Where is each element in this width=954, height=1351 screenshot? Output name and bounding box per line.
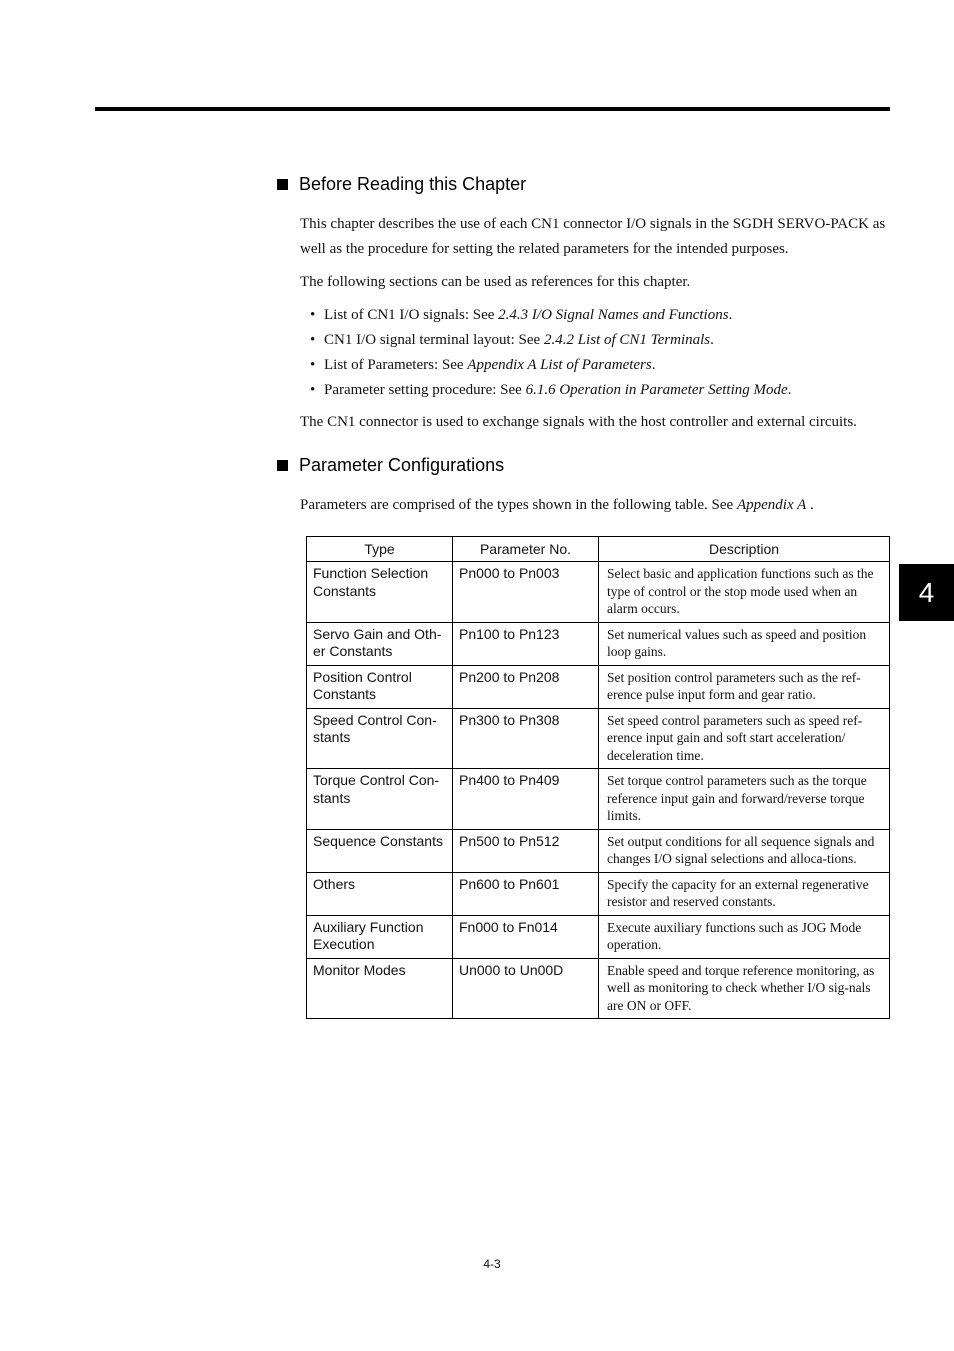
description-cell: Set numerical values such as speed and position loop gains. (599, 622, 890, 665)
page-number: 4-3 (483, 1257, 501, 1271)
table-row (307, 769, 890, 830)
cross-reference: Appendix A List of Parameters (467, 357, 652, 373)
references-paragraph: The following sections can be used as references for this chapter. (300, 274, 691, 290)
parameter-no-cell: Fn000 to Fn014 (453, 915, 599, 958)
type-cell: Others (307, 872, 453, 915)
heading-text: Before Reading this Chapter (299, 174, 527, 194)
parameter-no-cell: Un000 to Un00D (453, 958, 599, 1019)
chapter-tab: 4 (899, 564, 954, 621)
table-row (307, 562, 890, 623)
parameter-no-cell: Pn500 to Pn512 (453, 829, 599, 872)
heading-text: Parameter Configurations (299, 455, 505, 475)
parameter-no-cell: Pn000 to Pn003 (453, 562, 599, 623)
description-cell: Set speed control parameters such as speed ref-erence input gain and soft start acceleration/ deceleration time. (599, 708, 890, 769)
table-header-row (307, 537, 890, 562)
type-cell: Position Control Constants (307, 665, 453, 708)
description-cell: Set position control parameters such as the ref-erence pulse input form and gear ratio. (599, 665, 890, 708)
parameter-no-cell: Pn300 to Pn308 (453, 708, 599, 769)
parameter-no-cell: Pn100 to Pn123 (453, 622, 599, 665)
description-cell: Set output conditions for all sequence signals and changes I/O signal selections and alloca-tions. (599, 829, 890, 872)
top-rule (95, 107, 890, 111)
column-header-type: Type (307, 537, 453, 562)
type-cell: Monitor Modes (307, 958, 453, 1019)
type-cell: Sequence Constants (307, 829, 453, 872)
cross-reference: 2.4.3 I/O Signal Names and Functions (498, 307, 729, 323)
parameters-paragraph: Parameters are comprised of the types shown in the following table. See Appendix A . (300, 497, 814, 513)
description-cell: Enable speed and torque reference monitoring, as well as monitoring to check whether I/O sig-nals are ON or OFF. (599, 958, 890, 1019)
list-item: • List of CN1 I/O signals: See 2.4.3 I/O Signal Names and Functions. (310, 307, 733, 323)
section-heading-parameter-configurations (277, 455, 504, 476)
type-cell: Auxiliary Function Execution (307, 915, 453, 958)
table-row (307, 915, 890, 958)
column-header-parameter-no: Parameter No. (453, 537, 599, 562)
cross-reference: Appendix A (736, 497, 807, 513)
description-cell: Set torque control parameters such as the torque reference input gain and forward/reverse torque limits. (599, 769, 890, 830)
type-cell: Function Selection Constants (307, 562, 453, 623)
cross-reference: 6.1.6 Operation in Parameter Setting Mode (525, 382, 788, 398)
table-row (307, 622, 890, 665)
square-bullet-icon (277, 460, 288, 471)
parameter-types-table (306, 536, 890, 1019)
parameter-no-cell: Pn200 to Pn208 (453, 665, 599, 708)
parameter-no-cell: Pn600 to Pn601 (453, 872, 599, 915)
table-row (307, 665, 890, 708)
description-cell: Execute auxiliary functions such as JOG Mode operation. (599, 915, 890, 958)
intro-paragraph: This chapter describes the use of each CN1 connector I/O signals in the SGDH SERVO-PACK as well as the procedure for setting the related parameters for the intended purposes. (300, 216, 886, 257)
type-cell: Speed Control Con-stants (307, 708, 453, 769)
table-row (307, 872, 890, 915)
table-row (307, 708, 890, 769)
cross-reference: 2.4.2 List of CN1 Terminals (543, 332, 711, 348)
reference-list (310, 303, 791, 403)
description-cell: Select basic and application functions such as the type of control or the stop mode used when an alarm occurs. (599, 562, 890, 623)
section-heading-before-reading (277, 174, 526, 195)
square-bullet-icon (277, 179, 288, 190)
table-row (307, 829, 890, 872)
list-item: • CN1 I/O signal terminal layout: See 2.4.2 List of CN1 Terminals. (310, 332, 714, 348)
type-cell: Servo Gain and Oth-er Constants (307, 622, 453, 665)
description-cell: Specify the capacity for an external regenerative resistor and reserved constants. (599, 872, 890, 915)
table-row (307, 958, 890, 1019)
column-header-description: Description (599, 537, 890, 562)
parameter-no-cell: Pn400 to Pn409 (453, 769, 599, 830)
list-item: • List of Parameters: See Appendix A List of Parameters. (310, 357, 656, 373)
list-item: • Parameter setting procedure: See 6.1.6 Operation in Parameter Setting Mode. (310, 382, 792, 398)
type-cell: Torque Control Con-stants (307, 769, 453, 830)
cn1-paragraph: The CN1 connector is used to exchange signals with the host controller and external circuits. (300, 414, 857, 430)
